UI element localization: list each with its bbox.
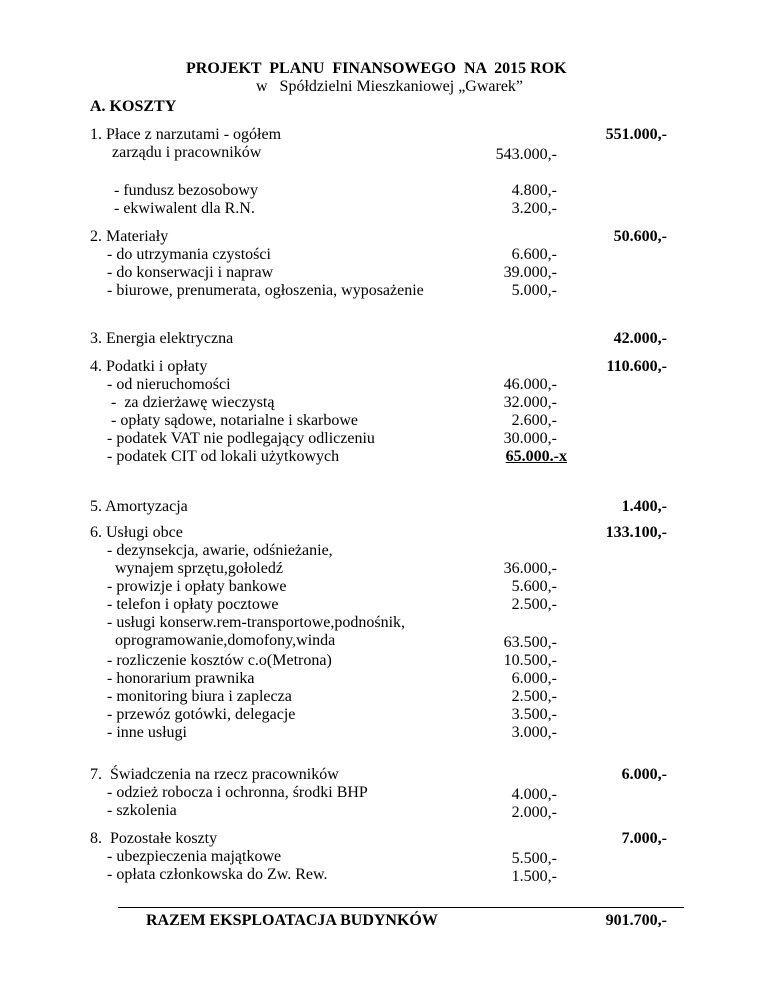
item-title: 4. Podatki i opłaty	[90, 358, 208, 375]
line-label: - monitoring biura i zaplecza	[107, 688, 292, 705]
line-label: - rozliczenie kosztów c.o(Metrona)	[107, 652, 332, 669]
line-amount: 2.000,-	[511, 804, 557, 821]
item-title: 1. Płace z narzutami - ogółem	[90, 126, 282, 143]
line-amount: 6.000,-	[511, 670, 557, 687]
line-label: - od nieruchomości	[107, 376, 231, 393]
line-amount: 3.200,-	[511, 200, 557, 217]
line-amount: 3.000,-	[511, 724, 557, 741]
line-label: - biurowe, prenumerata, ogłoszenia, wyposażenie	[107, 282, 424, 299]
line-amount: 543.000,-	[495, 146, 557, 163]
line-label: - do utrzymania czystości	[107, 246, 271, 263]
line-label: zarządu i pracowników	[112, 144, 262, 161]
summary-label: RAZEM EKSPLOATACJA BUDYNKÓW	[146, 912, 438, 929]
line-label: - fundusz bezosobowy	[114, 182, 258, 199]
item-total: 110.600,-	[606, 358, 667, 375]
summary-divider	[118, 907, 684, 908]
line-label: oprogramowanie,domofony,winda	[107, 632, 336, 649]
line-amount: 2.500,-	[511, 688, 557, 705]
line-label: - ekwiwalent dla R.N.	[114, 200, 255, 217]
line-label: - podatek CIT od lokali użytkowych	[107, 448, 340, 465]
line-amount: 36.000,-	[503, 560, 557, 577]
line-label: - inne usługi	[107, 724, 187, 741]
item-title: 7. Świadczenia na rzecz pracowników	[90, 766, 339, 783]
line-amount: 6.600,-	[511, 246, 557, 263]
item-title: 5. Amortyzacja	[90, 498, 188, 515]
line-label: - za dzierżawę wieczystą	[107, 394, 275, 411]
line-amount: 3.500,-	[511, 706, 557, 723]
line-label: - telefon i opłaty pocztowe	[107, 596, 279, 613]
document-title: PROJEKT PLANU FINANSOWEGO NA 2015 ROK	[186, 60, 567, 77]
item-title: 2. Materiały	[90, 228, 169, 245]
line-amount: 63.500,-	[503, 634, 557, 651]
section-heading: A. KOSZTY	[90, 98, 177, 115]
line-label: - prowizje i opłaty bankowe	[107, 578, 287, 595]
item-title: 6. Usługi obce	[90, 524, 183, 541]
line-label: - opłata członkowska do Zw. Rew.	[107, 866, 328, 883]
line-amount: 5.000,-	[511, 282, 557, 299]
line-label: - odzież robocza i ochronna, środki BHP	[107, 784, 368, 801]
line-label: - ubezpieczenia majątkowe	[107, 848, 282, 865]
item-total: 1.400,-	[621, 498, 667, 515]
line-label: wynajem sprzętu,gołoledź	[107, 560, 283, 577]
line-amount: 65.000.-x	[505, 448, 567, 465]
line-amount: 4.800,-	[511, 182, 557, 199]
line-label: - dezynsekcja, awarie, odśnieżanie,	[107, 542, 333, 559]
line-label: - honorarium prawnika	[107, 670, 255, 687]
line-label: - szkolenia	[107, 802, 177, 819]
line-amount: 1.500,-	[511, 868, 557, 885]
item-total: 6.000,-	[621, 766, 667, 783]
summary-total: 901.700,-	[605, 912, 667, 929]
line-amount: 10.500,-	[503, 652, 557, 669]
line-amount: 39.000,-	[503, 264, 557, 281]
item-total: 133.100,-	[605, 524, 667, 541]
item-title: 3. Energia elektryczna	[90, 330, 234, 347]
line-amount: 46.000,-	[503, 376, 557, 393]
line-amount: 5.500,-	[511, 850, 557, 867]
item-total: 551.000,-	[605, 126, 667, 143]
line-amount: 5.600,-	[511, 578, 557, 595]
line-amount: 2.600,-	[511, 412, 557, 429]
line-label: - usługi konserw.rem-transportowe,podnośnik,	[107, 614, 406, 631]
item-total: 42.000,-	[613, 330, 667, 347]
item-title: 8. Pozostałe koszty	[90, 830, 218, 847]
document-subtitle: w Spółdzielni Mieszkaniowej „Gwarek”	[256, 78, 524, 95]
line-amount: 30.000,-	[503, 430, 557, 447]
line-label: - do konserwacji i napraw	[107, 264, 274, 281]
item-total: 7.000,-	[621, 830, 667, 847]
line-label: - przewóz gotówki, delegacje	[107, 706, 296, 723]
line-label: - podatek VAT nie podlegający odliczeniu	[107, 430, 375, 447]
line-amount: 4.000,-	[511, 786, 557, 803]
line-amount: 2.500,-	[511, 596, 557, 613]
line-label: - opłaty sądowe, notarialne i skarbowe	[107, 412, 359, 429]
item-total: 50.600,-	[613, 228, 667, 245]
line-amount: 32.000,-	[503, 394, 557, 411]
